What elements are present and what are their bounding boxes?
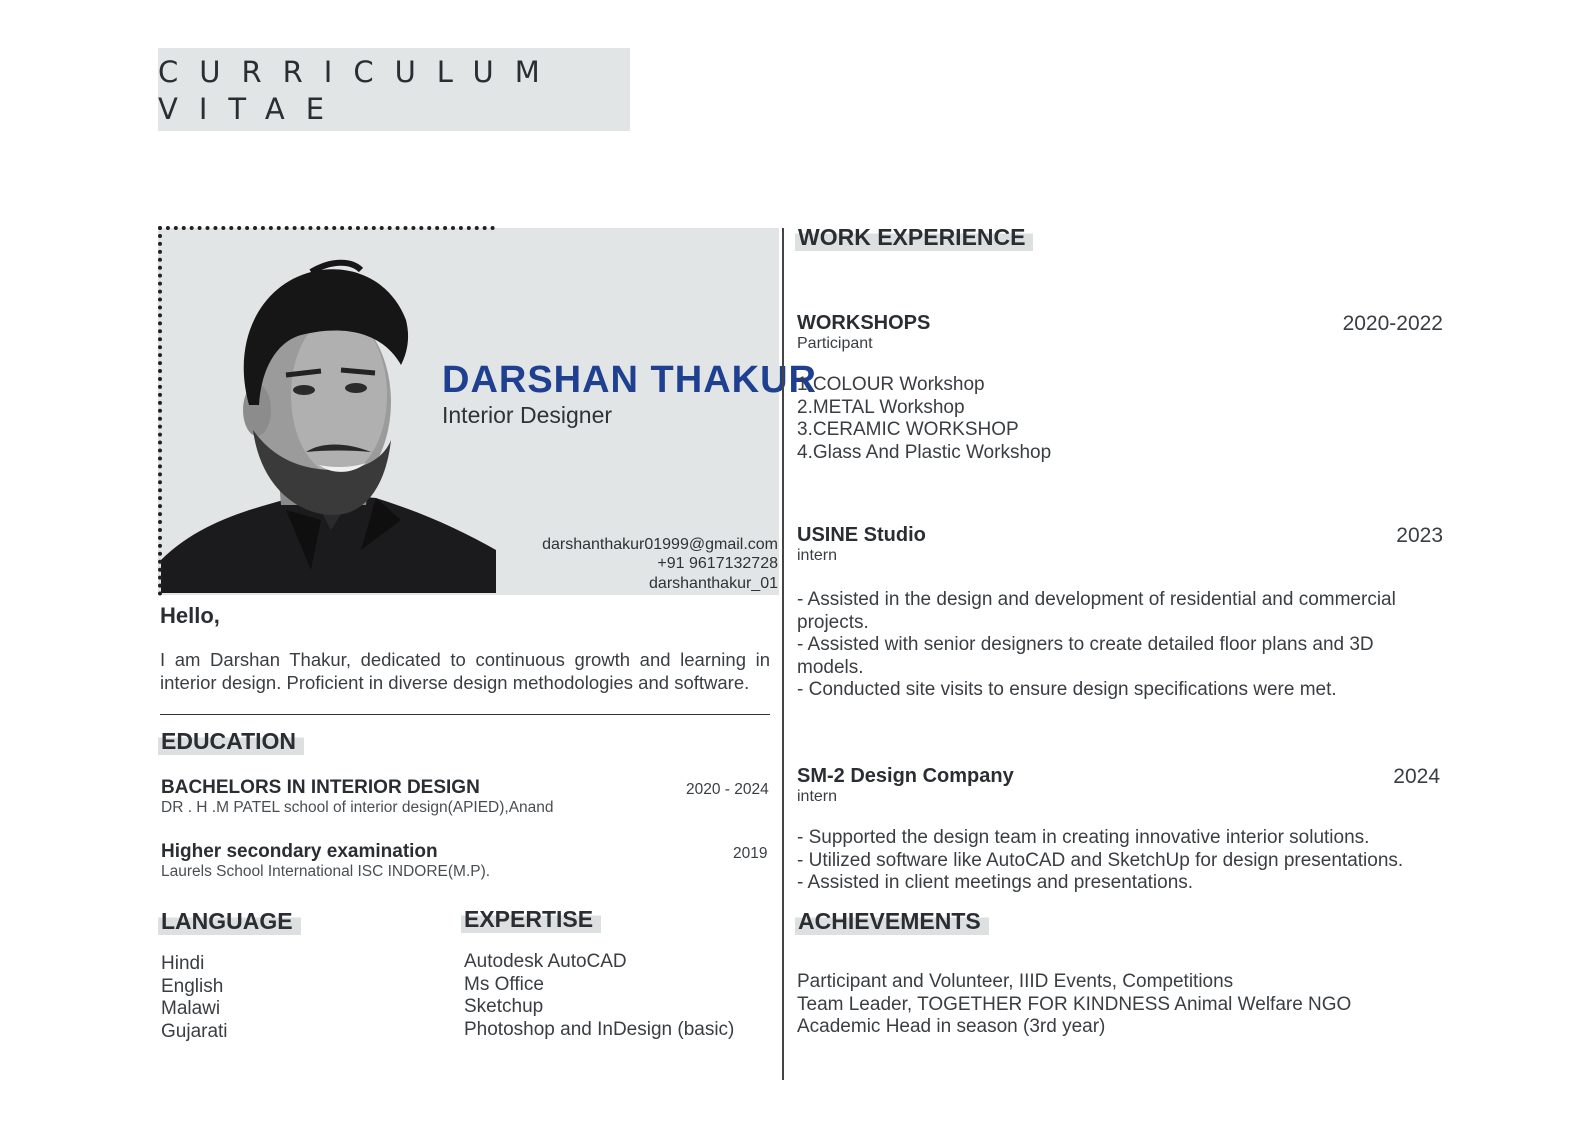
job-details — [797, 589, 1437, 702]
job-year: 2023 — [1396, 524, 1443, 547]
job-role: intern — [797, 547, 838, 564]
job-title: USINE Studio — [797, 524, 926, 546]
job-details — [797, 374, 1437, 464]
expertise-item: Photoshop and InDesign (basic) — [464, 1018, 735, 1040]
achievement-item: Team Leader, TOGETHER FOR KINDNESS Animal Welfare NGO — [797, 993, 1352, 1015]
achievements-list — [797, 971, 1351, 1039]
section-divider — [160, 714, 770, 715]
job-title: WORKSHOPS — [797, 312, 931, 334]
language-list — [161, 953, 228, 1043]
education-heading: EDUCATION — [158, 728, 304, 755]
achievements-heading: ACHIEVEMENTS — [795, 908, 989, 935]
job-detail-line: - Utilized software like AutoCAD and SketchUp for design presentations. — [797, 849, 1404, 871]
dotted-frame-top — [158, 226, 495, 230]
achievement-item: Academic Head in season (3rd year) — [797, 1016, 1106, 1037]
education-item-school: Laurels School International ISC INDORE(M.P). — [161, 863, 491, 880]
greeting: Hello, — [160, 603, 220, 628]
job-details — [797, 827, 1457, 895]
profile-name: DARSHAN THAKUR — [442, 359, 817, 401]
job-role: intern — [797, 788, 838, 805]
contact-handle[interactable]: darshanthakur_01 — [649, 575, 778, 592]
language-item: Malawi — [161, 998, 221, 1019]
job-year: 2020-2022 — [1342, 312, 1443, 335]
dotted-frame-left — [158, 226, 162, 596]
job-role: Participant — [797, 335, 873, 352]
education-item-title: Higher secondary examination — [161, 841, 438, 862]
title-line-2: VITAE — [158, 92, 346, 126]
expertise-heading: EXPERTISE — [461, 906, 601, 933]
job-detail-line: 3.CERAMIC WORKSHOP — [797, 419, 1019, 440]
job-detail-line: - Assisted in the design and development of residential and commercial projects. — [797, 589, 1396, 633]
job-detail-line: - Assisted with senior designers to create detailed floor plans and 3D models. — [797, 634, 1374, 678]
education-item-title: BACHELORS IN INTERIOR DESIGN — [161, 777, 480, 798]
profile-role: Interior Designer — [442, 402, 613, 428]
language-item: Gujarati — [161, 1020, 228, 1042]
intro-text: I am Darshan Thakur, dedicated to continuous growth and learning in interior design. Proficient in diverse design methodologies and software. — [160, 649, 770, 693]
expertise-item: Sketchup — [464, 996, 544, 1017]
job-detail-line: - Assisted in client meetings and presentations. — [797, 872, 1194, 893]
job-detail-line: - Conducted site visits to ensure design specifications were met. — [797, 679, 1337, 700]
title-line-1: CURRICULUM — [158, 55, 561, 89]
education-item-years: 2020 - 2024 — [686, 781, 769, 798]
job-detail-line: 1.COLOUR Workshop — [797, 374, 985, 395]
language-heading: LANGUAGE — [158, 908, 301, 935]
job-title: SM-2 Design Company — [797, 765, 1014, 787]
expertise-item: Ms Office — [464, 973, 544, 995]
expertise-list — [464, 951, 734, 1041]
contact-email[interactable]: darshanthakur01999@gmail.com — [542, 536, 778, 553]
education-item-school: DR . H .M PATEL school of interior design(APIED),Anand — [161, 799, 554, 816]
education-item-years: 2019 — [733, 845, 768, 862]
job-year: 2024 — [1393, 765, 1440, 788]
job-detail-line: - Supported the design team in creating innovative interior solutions. — [797, 827, 1370, 848]
expertise-item: Autodesk AutoCAD — [464, 951, 627, 972]
achievement-item: Participant and Volunteer, IIID Events, Competitions — [797, 971, 1234, 992]
language-item: Hindi — [161, 953, 205, 974]
column-divider — [782, 228, 784, 1080]
language-item: English — [161, 975, 224, 997]
job-detail-line: 2.METAL Workshop — [797, 396, 965, 418]
job-detail-line: 4.Glass And Plastic Workshop — [797, 441, 1052, 463]
work-experience-heading: WORK EXPERIENCE — [795, 224, 1033, 251]
contact-phone[interactable]: +91 9617132728 — [657, 555, 778, 572]
